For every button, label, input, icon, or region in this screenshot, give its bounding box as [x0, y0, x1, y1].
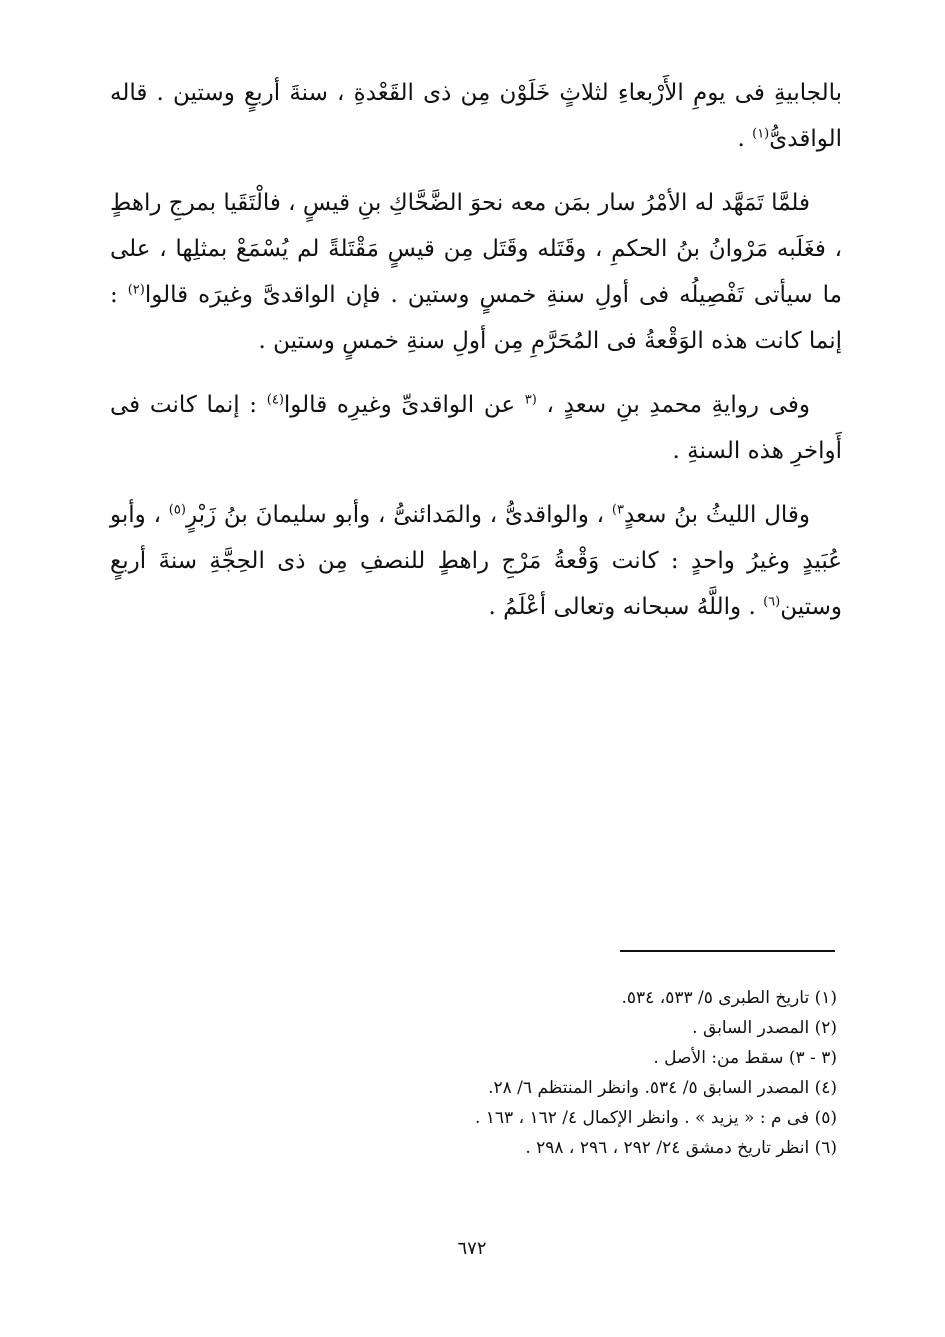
text-segment: : إنما كانت هذه الوَقْعةُ فى المُحَرَّمِ مِن أولِ سنةِ خمسٍ وستين .	[110, 282, 842, 354]
paragraph-2	[110, 180, 842, 364]
footnotes	[110, 983, 837, 1163]
footnote-ref-1: (١)	[752, 126, 770, 142]
footnote-2: (٢) المصدر السابق .	[692, 1018, 837, 1038]
footnote-ref-3-open: (٣	[524, 392, 537, 408]
footnote-ref-3-close: ٣)	[611, 502, 624, 518]
text-segment: ، وأبو عُبَيدٍ وغيرُ واحدٍ : كانت وَقْعةُ مَرْجِ راهطٍ للنصفِ مِن ذى الحِجَّةِ سنةَ أربعٍ وستين	[110, 502, 842, 620]
footnote-4: (٤) المصدر السابق ٥/ ٥٣٤. وانظر المنتظم ٦/ ٢٨.	[488, 1078, 837, 1098]
text-segment: : إنما كانت فى أَواخرِ هذه السنةِ .	[110, 392, 842, 464]
footnote-ref-2: (٢)	[127, 282, 145, 298]
text-segment: فلمَّا تَمَهَّد له الأمْرُ سار بمَن معه نحوَ الضَّحَّاكِ بنِ قيسٍ ، فالْتَقَيا بمرجِ راهطٍ ، فغَلَبه مَرْوانُ بنُ الحكمِ ، وقَتَله وقَتَل مِن قيسٍ مَقْتَلةً لم يُسْمَعْ بمثلِها ، على ما سيأتى تَفْصِيلُه فى أولِ سنةِ خمسٍ وستين . فإن الواقدىَّ وغيرَه قالوا	[110, 190, 842, 308]
footnote-ref-5: (٥)	[168, 502, 186, 518]
paragraph-1	[110, 70, 842, 162]
text-segment: وفى روايةِ محمدِ بنِ سعدٍ ،	[536, 392, 810, 418]
paragraph-4	[110, 492, 842, 630]
footnote-1: (١) تاريخ الطبرى ٥/ ٥٣٣، ٥٣٤.	[621, 988, 837, 1008]
text-segment: عن الواقدىِّ وغيرِه قالوا	[283, 392, 525, 418]
footnote-separator	[620, 950, 835, 952]
footnote-6: (٦) انظر تاريخ دمشق ٢٤/ ٢٩٢ ، ٢٩٦ ، ٢٩٨ .	[525, 1138, 837, 1158]
footnote-ref-4: (٤)	[266, 392, 284, 408]
page-number: ٦٧٢	[457, 1238, 487, 1259]
text-segment: ، والواقدىُّ ، والمَدائنىُّ ، وأبو سليمانَ بنُ زَبْرٍ	[185, 502, 612, 528]
footnote-3: (٣ - ٣) سقط من: الأصل .	[653, 1048, 837, 1068]
text-segment: .	[737, 126, 753, 152]
text-segment: وقال الليثُ بنُ سعدٍ	[623, 502, 811, 528]
footnote-5: (٥) فى م : « يزيد » . وانظر الإكمال ٤/ ١٦٢ ، ١٦٣ .	[474, 1108, 837, 1128]
text-segment: . واللَّهُ سبحانه وتعالى أعْلَمُ .	[488, 594, 764, 620]
paragraph-3	[110, 382, 842, 474]
text-segment: بالجابيةِ فى يومِ الأَرْبعاءِ لثلاثٍ خَلَوْن مِن ذى القَعْدةِ ، سنةَ أربعٍ وستين . قاله الواقدىُّ	[110, 80, 842, 152]
footnote-ref-6: (٦)	[763, 594, 781, 610]
main-text	[110, 70, 842, 648]
